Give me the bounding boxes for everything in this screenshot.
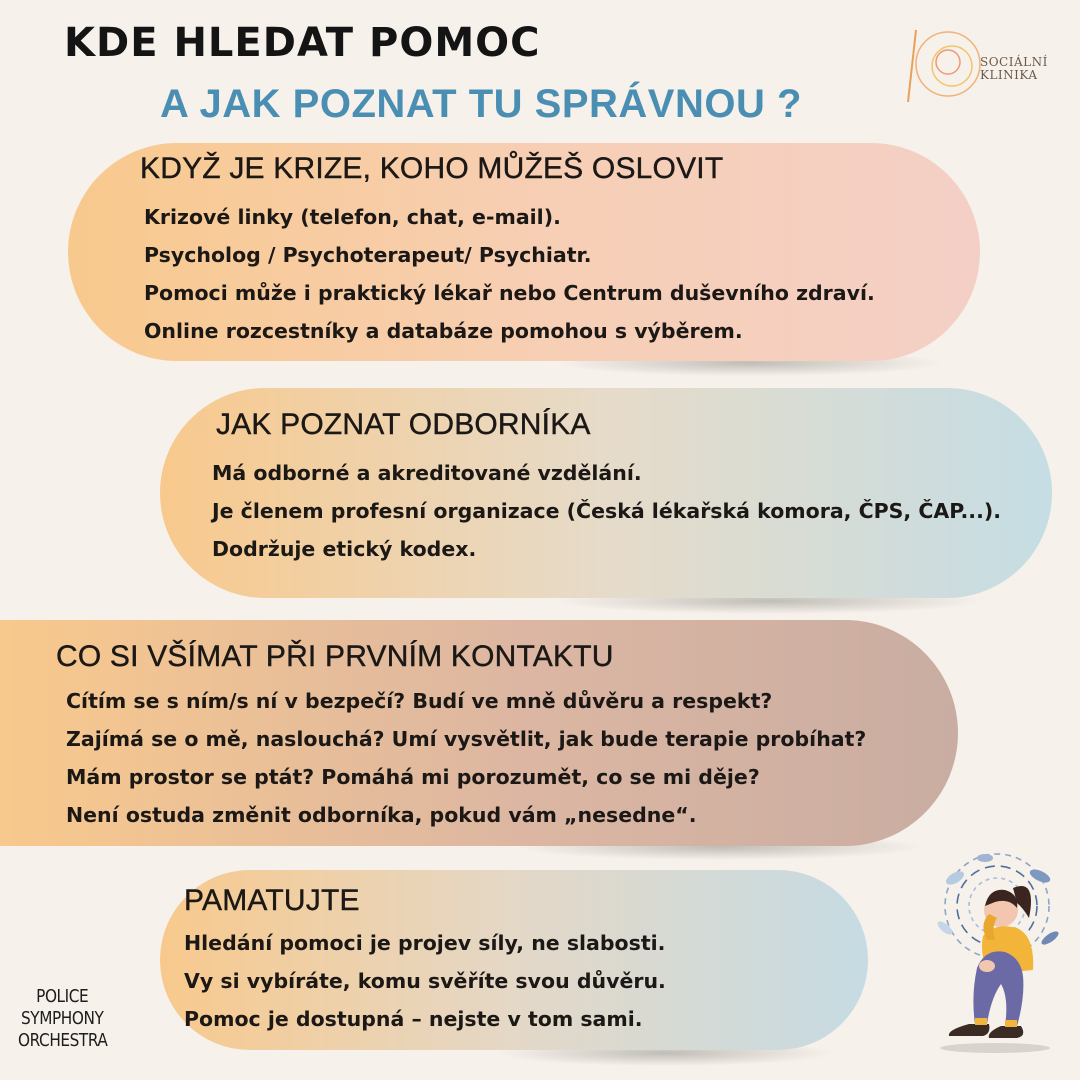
list-item: Krizové linky (telefon, chat, e-mail).	[144, 205, 561, 229]
police-symphony-orchestra-logo	[18, 986, 106, 1052]
list-item: Je členem profesní organizace (Česká lékařská komora, ČPS, ČAP...).	[212, 499, 1002, 523]
list-item: Online rozcestníky a databáze pomohou s výběrem.	[144, 319, 743, 343]
section-remember-list	[184, 924, 666, 1038]
list-item: Pomoci může i praktický lékař nebo Centrum duševního zdraví.	[144, 281, 875, 305]
section-expert-heading: JAK POZNAT ODBORNÍKA	[216, 408, 591, 441]
list-item: Psycholog / Psychoterapeut/ Psychiatr.	[144, 243, 592, 267]
list-item: Mám prostor se ptát? Pomáhá mi porozumět, co se mi děje?	[66, 765, 760, 789]
list-item: Vy si vybíráte, komu svěříte svou důvěru.	[184, 969, 666, 993]
page-title: KDE HLEDAT POMOC	[64, 20, 541, 66]
section-remember-heading: PAMATUJTE	[184, 884, 360, 917]
page-subtitle: A JAK POZNAT TU SPRÁVNOU ?	[160, 82, 802, 126]
list-item: Pomoc je dostupná – nejste v tom sami.	[184, 1007, 643, 1031]
list-item: Cítím se s ním/s ní v bezpečí? Budí ve mně důvěru a respekt?	[66, 689, 773, 713]
section-crisis-list	[144, 198, 875, 350]
distressed-woman-illustration-icon	[925, 848, 1075, 1058]
logo-text	[980, 56, 1048, 82]
footer-logo-line-3: ORCHESTRA	[18, 1030, 108, 1051]
logo-line-1: SOCIÁLNÍ	[980, 55, 1048, 69]
footer-logo-line-2: SYMPHONY	[20, 1008, 104, 1029]
footer-logo-line-1: POLICE	[36, 986, 89, 1007]
list-item: Má odborné a akreditované vzdělání.	[212, 461, 642, 485]
logo-line-2: KLINIKA	[980, 68, 1038, 82]
list-item: Hledání pomoci je projev síly, ne slabosti.	[184, 931, 666, 955]
section-crisis-heading: KDYŽ JE KRIZE, KOHO MŮŽEŠ OSLOVIT	[140, 152, 724, 185]
list-item: Dodržuje etický kodex.	[212, 537, 477, 561]
section-first-contact-heading: CO SI VŠÍMAT PŘI PRVNÍM KONTAKTU	[56, 640, 614, 673]
list-item: Není ostuda změnit odborníka, pokud vám „nesedne“.	[66, 803, 697, 827]
section-first-contact-list	[66, 682, 866, 834]
list-item: Zajímá se o mě, naslouchá? Umí vysvětlit, jak bude terapie probíhat?	[66, 727, 867, 751]
section-expert-list	[212, 454, 1001, 568]
